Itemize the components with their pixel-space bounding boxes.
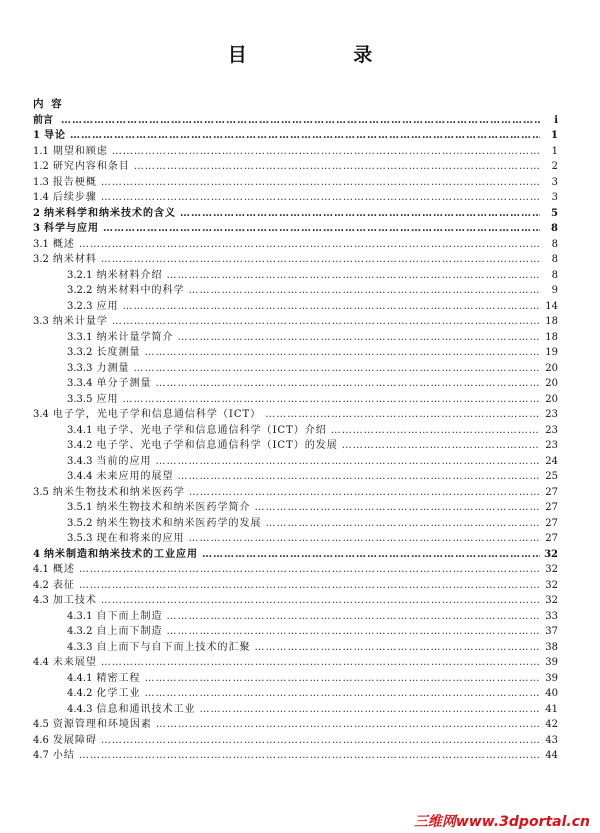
toc-entry[interactable] xyxy=(0,592,600,608)
toc-leader-dots xyxy=(70,130,540,142)
toc-entry-title: 现在和将来的应用 xyxy=(96,533,185,544)
toc-entry-number: 4.4.2 xyxy=(67,688,93,699)
toc-entry-number: 3.3.5 xyxy=(67,393,93,405)
toc-entry-title: 应用 xyxy=(96,300,119,312)
toc-entry[interactable] xyxy=(0,437,600,453)
toc-leader-dots xyxy=(134,161,540,173)
toc-entry-page: 3 xyxy=(551,176,558,188)
toc-entry-title: 自上而下制造 xyxy=(96,626,163,637)
toc-leader-dots xyxy=(112,316,540,328)
toc-leader-dots xyxy=(202,549,540,561)
toc-entry[interactable] xyxy=(0,452,600,468)
toc-entry-number: 3.4.3 xyxy=(67,455,93,467)
toc-entry-number: 3.3 xyxy=(33,316,49,327)
toc-entry[interactable] xyxy=(0,561,600,577)
toc-entry-page: 27 xyxy=(545,517,558,529)
toc-entry-page: 32 xyxy=(545,579,558,591)
toc-entry[interactable] xyxy=(0,716,600,732)
toc-entry-title: 研究内容和条目 xyxy=(52,161,130,172)
toc-entry-page: 39 xyxy=(545,672,558,684)
toc-entry[interactable] xyxy=(0,235,600,251)
toc-entry-title: 自下而上制造 xyxy=(96,610,163,622)
toc-entry-title: 纳米生物技术和纳米医药学简介 xyxy=(96,502,251,513)
toc-leader-dots xyxy=(155,456,540,468)
toc-entry-title: 精密工程 xyxy=(96,672,141,684)
toc-leader-dots xyxy=(144,673,540,685)
toc-leader-dots xyxy=(166,611,540,623)
toc-entry-number: 1.3 xyxy=(33,176,49,188)
toc-entry-page: 2 xyxy=(551,161,558,172)
toc-entry[interactable] xyxy=(0,607,600,623)
toc-entry-number: 3.2.3 xyxy=(67,300,93,312)
toc-entry-title: 电子学，光电子学和信息通信科学（ICT） xyxy=(52,409,262,420)
toc-entry-page: 27 xyxy=(545,502,558,513)
toc-leader-dots xyxy=(79,580,540,592)
watermark: 三维网www.3dportal.cn xyxy=(413,814,590,830)
toc-entry-title: 长度测量 xyxy=(96,347,141,358)
toc-entry-page: 44 xyxy=(545,750,558,761)
toc-entry-title: 化学工业 xyxy=(96,688,141,699)
toc-entry-number: 4.4.1 xyxy=(67,672,93,684)
toc-entry-page: 39 xyxy=(545,657,558,668)
toc-entry-number: 1.1 xyxy=(33,145,49,157)
toc-entry-number: 4.3.3 xyxy=(67,641,93,653)
toc-entry[interactable] xyxy=(0,158,600,174)
toc-entry-number: 1 xyxy=(33,130,40,141)
toc-entry-number: 3.5.3 xyxy=(67,533,93,544)
toc-entry[interactable] xyxy=(0,700,600,716)
toc-entry-title: 纳米生物技术和纳米医药学的发展 xyxy=(96,517,262,529)
toc-entry-title: 期望和顾虑 xyxy=(52,145,108,157)
toc-entry[interactable] xyxy=(0,669,600,685)
toc-leader-dots xyxy=(156,719,540,731)
toc-entry-page: 27 xyxy=(545,533,558,544)
toc-entry-number: 3.5.2 xyxy=(67,517,93,529)
toc-entry-number: 4.2 xyxy=(33,579,49,591)
toc-entry-title: 未来展望 xyxy=(52,657,97,668)
toc-leader-dots xyxy=(133,363,540,375)
toc-leader-dots xyxy=(61,115,540,127)
toc-entry-page: 14 xyxy=(545,300,558,312)
toc-entry[interactable] xyxy=(0,406,600,422)
toc-entry-number: 1.4 xyxy=(33,192,49,203)
toc-leader-dots xyxy=(144,347,540,359)
toc-leader-dots xyxy=(188,533,540,545)
toc-entry-title: 加工技术 xyxy=(52,595,97,606)
toc-leader-dots xyxy=(254,502,540,514)
toc-entry[interactable] xyxy=(0,483,600,499)
toc-entry-page: 20 xyxy=(545,393,558,405)
toc-entry[interactable] xyxy=(0,344,600,360)
toc-entry-number: 2 xyxy=(33,207,40,219)
toc-entry-number: 1.2 xyxy=(33,161,49,172)
toc-leader-dots xyxy=(79,239,540,251)
toc-entry-number: 3.4.1 xyxy=(67,424,93,436)
toc-leader-dots xyxy=(155,378,540,390)
toc-entry-title: 报告梗概 xyxy=(52,176,97,188)
toc-leader-dots xyxy=(188,285,540,297)
toc-entry[interactable] xyxy=(0,499,600,515)
toc-entry-page: 18 xyxy=(545,331,558,343)
toc-entry[interactable] xyxy=(0,638,600,654)
toc-entry-number: 4.3.2 xyxy=(67,626,93,637)
toc-entry-number: 4.5 xyxy=(33,719,49,730)
toc-entry[interactable] xyxy=(0,468,600,484)
toc-leader-dots xyxy=(177,471,540,483)
toc-entry[interactable] xyxy=(0,421,600,437)
toc-entry-number: 4.4.3 xyxy=(67,703,93,715)
toc-entry-number: 前言 xyxy=(33,114,53,126)
toc-entry[interactable] xyxy=(0,359,600,375)
toc-entry-page: 8 xyxy=(551,223,558,234)
toc-entry[interactable] xyxy=(0,530,600,546)
toc-entry-number: 3 xyxy=(33,223,40,234)
toc-leader-dots xyxy=(101,254,540,266)
toc-entry-title: 表征 xyxy=(52,579,75,591)
toc-entry-page: 43 xyxy=(545,734,558,746)
toc-entry-number: 3.3.4 xyxy=(67,378,93,389)
toc-entry-page: 33 xyxy=(545,610,558,622)
toc-entry-title: 小结 xyxy=(52,750,75,761)
toc-entry-page: 23 xyxy=(545,440,558,451)
toc-leader-dots xyxy=(122,394,540,406)
toc-entry-page: i xyxy=(554,114,558,126)
toc-entry[interactable] xyxy=(0,390,600,406)
toc-leader-dots xyxy=(180,208,540,220)
toc-leader-dots xyxy=(79,750,540,762)
toc-entry[interactable] xyxy=(0,173,600,189)
page-title: 目 录 xyxy=(227,44,423,66)
toc-leader-dots xyxy=(342,440,540,452)
toc-heading: 内 容 xyxy=(33,98,64,110)
toc-entry[interactable] xyxy=(0,189,600,205)
toc-entry-number: 4 xyxy=(33,548,40,560)
toc-entry[interactable] xyxy=(0,251,600,267)
toc-entry-page: 20 xyxy=(545,378,558,389)
toc-entry-number: 3.2.2 xyxy=(67,285,93,296)
toc-leader-dots xyxy=(265,518,540,530)
toc-entry-page: 32 xyxy=(545,564,558,575)
toc-entry-title: 未来应用的展望 xyxy=(96,471,174,482)
toc-entry-page: 41 xyxy=(545,703,558,715)
toc-entry-page: 3 xyxy=(551,192,558,203)
toc-leader-dots xyxy=(112,146,540,158)
toc-entry[interactable] xyxy=(0,576,600,592)
toc-entry-number: 3.3.1 xyxy=(67,331,93,343)
toc-entry-page: 8 xyxy=(551,238,558,250)
toc-entry-page: 38 xyxy=(545,641,558,653)
toc-entry[interactable] xyxy=(0,375,600,391)
toc-entry-title: 纳米科学和纳米技术的含义 xyxy=(43,207,176,219)
toc-entry[interactable] xyxy=(0,545,600,561)
toc-leader-dots xyxy=(331,425,540,437)
toc-entry-title: 力测量 xyxy=(96,362,130,374)
toc-entry[interactable] xyxy=(0,266,600,282)
toc-entry-number: 3.4.4 xyxy=(67,471,93,482)
toc-entry[interactable] xyxy=(0,313,600,329)
toc-entry-number: 3.4 xyxy=(33,409,49,420)
toc-entry-page: 37 xyxy=(545,626,558,637)
toc-entry-number: 3.4.2 xyxy=(67,440,93,451)
toc-entry[interactable] xyxy=(0,220,600,236)
toc-entry-number: 3.1 xyxy=(33,238,49,250)
toc-entry-page: 27 xyxy=(545,486,558,498)
toc-entry-page: 20 xyxy=(545,362,558,374)
toc-leader-dots xyxy=(103,223,540,235)
toc-entry-title: 纳米材料中的科学 xyxy=(96,285,185,296)
toc-entry-title: 单分子测量 xyxy=(96,378,152,389)
toc-leader-dots xyxy=(79,564,540,576)
toc-entry-page: 8 xyxy=(551,269,558,281)
toc-entry-page: 1 xyxy=(551,145,558,157)
toc-entry-page: 23 xyxy=(545,424,558,436)
toc-entry-number: 4.4 xyxy=(33,657,49,668)
toc-entry-title: 电子学、光电子学和信息通信科学（ICT）的发展 xyxy=(96,440,338,451)
toc-entry-title: 纳米生物技术和纳米医药学 xyxy=(52,486,185,498)
toc-entry[interactable] xyxy=(0,204,600,220)
toc-entry-title: 概述 xyxy=(52,564,75,575)
toc-entry-title: 资源管理和环境因素 xyxy=(52,719,152,730)
table-of-contents xyxy=(0,111,600,762)
toc-entry-title: 纳米计量学简介 xyxy=(96,331,174,343)
toc-entry[interactable] xyxy=(0,685,600,701)
toc-leader-dots xyxy=(166,270,540,282)
toc-entry-title: 信息和通讯技术工业 xyxy=(96,703,196,715)
toc-entry-number: 4.7 xyxy=(33,750,49,761)
toc-entry-page: 18 xyxy=(545,316,558,327)
toc-entry-page: 9 xyxy=(551,285,558,296)
toc-entry-title: 发展障碍 xyxy=(52,734,97,746)
toc-entry-number: 3.5 xyxy=(33,486,49,498)
toc-entry-number: 3.2 xyxy=(33,254,49,265)
toc-entry[interactable] xyxy=(0,514,600,530)
toc-leader-dots xyxy=(254,642,540,654)
toc-entry[interactable] xyxy=(0,623,600,639)
toc-entry-page: 5 xyxy=(551,207,558,219)
toc-entry-page: 24 xyxy=(545,455,558,467)
toc-entry-title: 纳米材料介绍 xyxy=(96,269,163,281)
toc-leader-dots xyxy=(101,177,540,189)
toc-leader-dots xyxy=(189,487,540,499)
toc-entry-title: 导论 xyxy=(43,130,66,141)
toc-entry-title: 电子学、光电子学和信息通信科学（ICT）介绍 xyxy=(96,424,327,436)
toc-entry-number: 4.3 xyxy=(33,595,49,606)
toc-entry-number: 4.6 xyxy=(33,734,49,746)
toc-leader-dots xyxy=(101,595,540,607)
toc-entry-page: 32 xyxy=(545,595,558,606)
toc-entry-number: 3.5.1 xyxy=(67,502,93,513)
toc-entry-page: 1 xyxy=(551,130,558,141)
toc-entry-page: 32 xyxy=(544,548,558,560)
toc-leader-dots xyxy=(101,735,540,747)
toc-entry-title: 自上而下与自下而上技术的汇聚 xyxy=(96,641,251,653)
toc-entry[interactable] xyxy=(0,328,600,344)
toc-entry-page: 23 xyxy=(545,409,558,420)
toc-entry-title: 科学与应用 xyxy=(43,223,99,234)
toc-leader-dots xyxy=(101,657,540,669)
toc-entry-number: 4.1 xyxy=(33,564,49,575)
toc-entry-title: 概述 xyxy=(52,238,75,250)
toc-entry-title: 当前的应用 xyxy=(96,455,152,467)
toc-entry-page: 8 xyxy=(551,254,558,265)
toc-entry-number: 3.2.1 xyxy=(67,269,93,281)
toc-entry-page: 19 xyxy=(545,347,558,358)
toc-leader-dots xyxy=(122,301,540,313)
toc-entry[interactable] xyxy=(0,731,600,747)
toc-leader-dots xyxy=(177,332,540,344)
toc-entry[interactable] xyxy=(0,747,600,763)
toc-entry-page: 42 xyxy=(545,719,558,730)
toc-entry-number: 3.3.3 xyxy=(67,362,93,374)
toc-entry[interactable] xyxy=(0,142,600,158)
toc-entry-title: 应用 xyxy=(96,393,119,405)
toc-entry-title: 后续步骤 xyxy=(52,192,97,203)
toc-entry-title: 纳米材料 xyxy=(52,254,97,265)
toc-entry[interactable] xyxy=(0,654,600,670)
toc-entry[interactable] xyxy=(0,282,600,298)
toc-leader-dots xyxy=(265,409,540,421)
toc-entry[interactable] xyxy=(0,111,600,127)
toc-entry-page: 40 xyxy=(545,688,558,699)
toc-entry[interactable] xyxy=(0,127,600,143)
toc-entry-page: 25 xyxy=(545,471,558,482)
toc-leader-dots xyxy=(144,688,540,700)
toc-entry-number: 3.3.2 xyxy=(67,347,93,358)
toc-entry-title: 纳米计量学 xyxy=(52,316,108,327)
toc-leader-dots xyxy=(166,626,540,638)
toc-entry-number: 4.3.1 xyxy=(67,610,93,622)
toc-entry-title: 纳米制造和纳米技术的工业应用 xyxy=(43,548,198,560)
toc-entry[interactable] xyxy=(0,297,600,313)
toc-leader-dots xyxy=(101,192,540,204)
toc-leader-dots xyxy=(199,704,540,716)
